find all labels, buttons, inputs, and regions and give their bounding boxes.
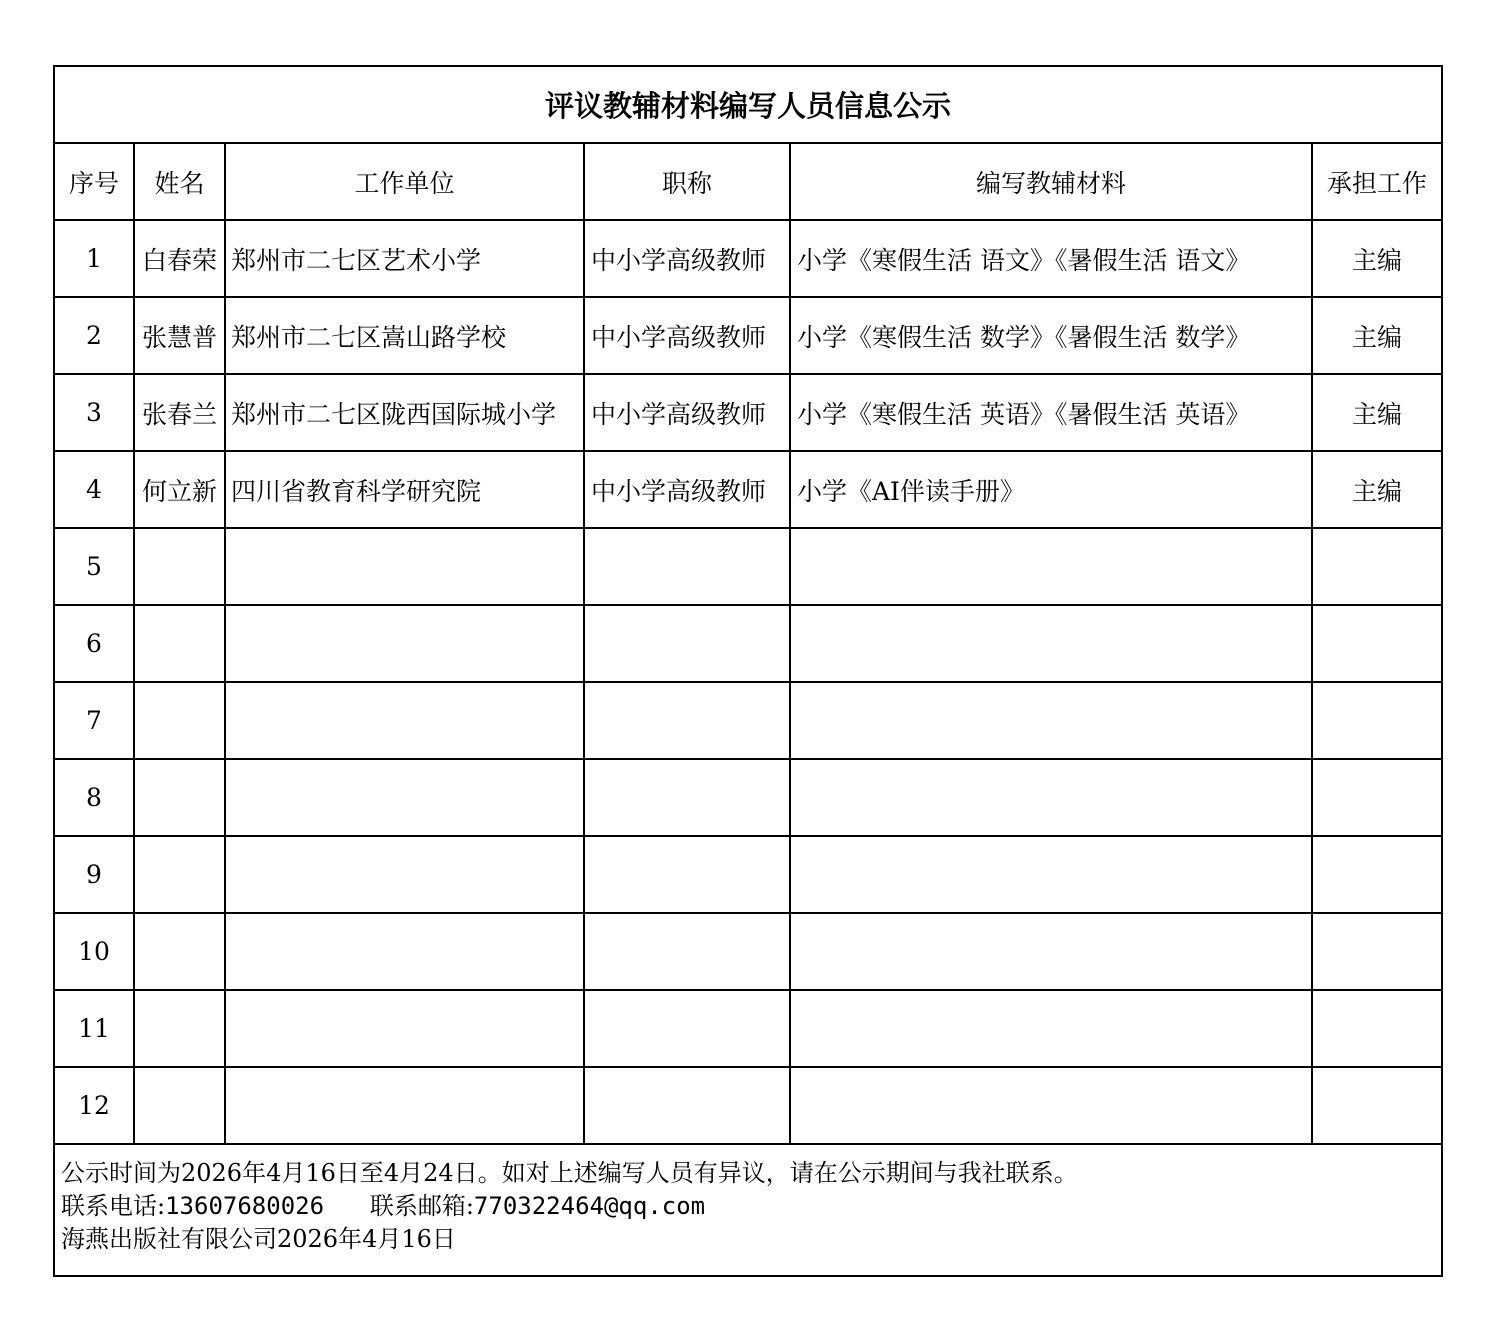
cell-role: 主编 bbox=[1312, 374, 1442, 451]
cell-title: 中小学高级教师 bbox=[584, 220, 790, 297]
cell-role bbox=[1312, 990, 1442, 1067]
cell-title bbox=[584, 1067, 790, 1144]
cell-name: 何立新 bbox=[134, 451, 225, 528]
cell-seq: 12 bbox=[54, 1067, 134, 1144]
cell-title: 中小学高级教师 bbox=[584, 451, 790, 528]
cell-material bbox=[790, 759, 1312, 836]
cell-unit bbox=[225, 605, 584, 682]
cell-seq: 11 bbox=[54, 990, 134, 1067]
table-row bbox=[54, 836, 1442, 913]
cell-seq: 1 bbox=[54, 220, 134, 297]
cell-unit: 郑州市二七区嵩山路学校 bbox=[225, 297, 584, 374]
cell-unit bbox=[225, 1067, 584, 1144]
column-header-seq: 序号 bbox=[54, 143, 134, 220]
cell-seq: 6 bbox=[54, 605, 134, 682]
cell-role: 主编 bbox=[1312, 297, 1442, 374]
cell-material: 小学《AI伴读手册》 bbox=[790, 451, 1312, 528]
table-row bbox=[54, 220, 1442, 297]
cell-name bbox=[134, 913, 225, 990]
cell-seq: 8 bbox=[54, 759, 134, 836]
column-header-role: 承担工作 bbox=[1312, 143, 1442, 220]
cell-role bbox=[1312, 913, 1442, 990]
cell-title: 中小学高级教师 bbox=[584, 374, 790, 451]
cell-material bbox=[790, 605, 1312, 682]
cell-role bbox=[1312, 1067, 1442, 1144]
cell-unit bbox=[225, 990, 584, 1067]
column-header-material: 编写教辅材料 bbox=[790, 143, 1312, 220]
email-address: 770322464@qq.com bbox=[473, 1192, 706, 1220]
cell-title bbox=[584, 682, 790, 759]
notice-line: 公示时间为2026年4月16日至4月24日。如对上述编写人员有异议，请在公示期间与我社联系。 bbox=[61, 1159, 1078, 1187]
cell-material bbox=[790, 1067, 1312, 1144]
cell-name: 张春兰 bbox=[134, 374, 225, 451]
cell-role bbox=[1312, 836, 1442, 913]
cell-seq: 7 bbox=[54, 682, 134, 759]
cell-name bbox=[134, 836, 225, 913]
phone-number: 13607680026 bbox=[165, 1192, 325, 1220]
column-header-unit: 工作单位 bbox=[225, 143, 584, 220]
cell-name bbox=[134, 605, 225, 682]
cell-seq: 4 bbox=[54, 451, 134, 528]
cell-material bbox=[790, 528, 1312, 605]
cell-unit: 郑州市二七区艺术小学 bbox=[225, 220, 584, 297]
table-row bbox=[54, 913, 1442, 990]
cell-seq: 9 bbox=[54, 836, 134, 913]
cell-role bbox=[1312, 682, 1442, 759]
table-row bbox=[54, 759, 1442, 836]
cell-name bbox=[134, 990, 225, 1067]
cell-seq: 5 bbox=[54, 528, 134, 605]
contact-line bbox=[61, 1190, 1441, 1223]
cell-unit: 四川省教育科学研究院 bbox=[225, 451, 584, 528]
cell-material bbox=[790, 682, 1312, 759]
cell-material bbox=[790, 836, 1312, 913]
cell-role bbox=[1312, 759, 1442, 836]
cell-unit: 郑州市二七区陇西国际城小学 bbox=[225, 374, 584, 451]
cell-unit bbox=[225, 759, 584, 836]
table-row bbox=[54, 1067, 1442, 1144]
cell-seq: 10 bbox=[54, 913, 134, 990]
cell-unit bbox=[225, 528, 584, 605]
cell-title bbox=[584, 913, 790, 990]
table-row bbox=[54, 451, 1442, 528]
cell-title bbox=[584, 605, 790, 682]
cell-name bbox=[134, 682, 225, 759]
cell-unit bbox=[225, 682, 584, 759]
cell-seq: 3 bbox=[54, 374, 134, 451]
cell-name bbox=[134, 759, 225, 836]
cell-name bbox=[134, 1067, 225, 1144]
cell-seq: 2 bbox=[54, 297, 134, 374]
cell-title bbox=[584, 990, 790, 1067]
column-header-name: 姓名 bbox=[134, 143, 225, 220]
cell-role: 主编 bbox=[1312, 220, 1442, 297]
page-title: 评议教辅材料编写人员信息公示 bbox=[54, 66, 1442, 143]
cell-title: 中小学高级教师 bbox=[584, 297, 790, 374]
cell-material bbox=[790, 913, 1312, 990]
disclosure-table bbox=[53, 65, 1443, 1277]
publisher-line: 海燕出版社有限公司2026年4月16日 bbox=[61, 1225, 456, 1253]
cell-unit bbox=[225, 913, 584, 990]
cell-unit bbox=[225, 836, 584, 913]
cell-title bbox=[584, 759, 790, 836]
table-body bbox=[54, 220, 1442, 1144]
phone-label: 联系电话: bbox=[61, 1192, 166, 1220]
cell-name: 张慧普 bbox=[134, 297, 225, 374]
cell-title bbox=[584, 836, 790, 913]
cell-role: 主编 bbox=[1312, 451, 1442, 528]
table-row bbox=[54, 605, 1442, 682]
cell-material: 小学《寒假生活 数学》《暑假生活 数学》 bbox=[790, 297, 1312, 374]
table-row bbox=[54, 682, 1442, 759]
table-row bbox=[54, 297, 1442, 374]
table-row bbox=[54, 374, 1442, 451]
cell-material bbox=[790, 990, 1312, 1067]
header-row bbox=[54, 143, 1442, 220]
email-label: 联系邮箱: bbox=[369, 1192, 474, 1220]
cell-material: 小学《寒假生活 语文》《暑假生活 语文》 bbox=[790, 220, 1312, 297]
cell-material: 小学《寒假生活 英语》《暑假生活 英语》 bbox=[790, 374, 1312, 451]
cell-title bbox=[584, 528, 790, 605]
cell-role bbox=[1312, 528, 1442, 605]
footer-note bbox=[54, 1144, 1442, 1276]
table-row bbox=[54, 990, 1442, 1067]
column-header-title: 职称 bbox=[584, 143, 790, 220]
cell-name bbox=[134, 528, 225, 605]
table-row bbox=[54, 528, 1442, 605]
cell-role bbox=[1312, 605, 1442, 682]
cell-name: 白春荣 bbox=[134, 220, 225, 297]
